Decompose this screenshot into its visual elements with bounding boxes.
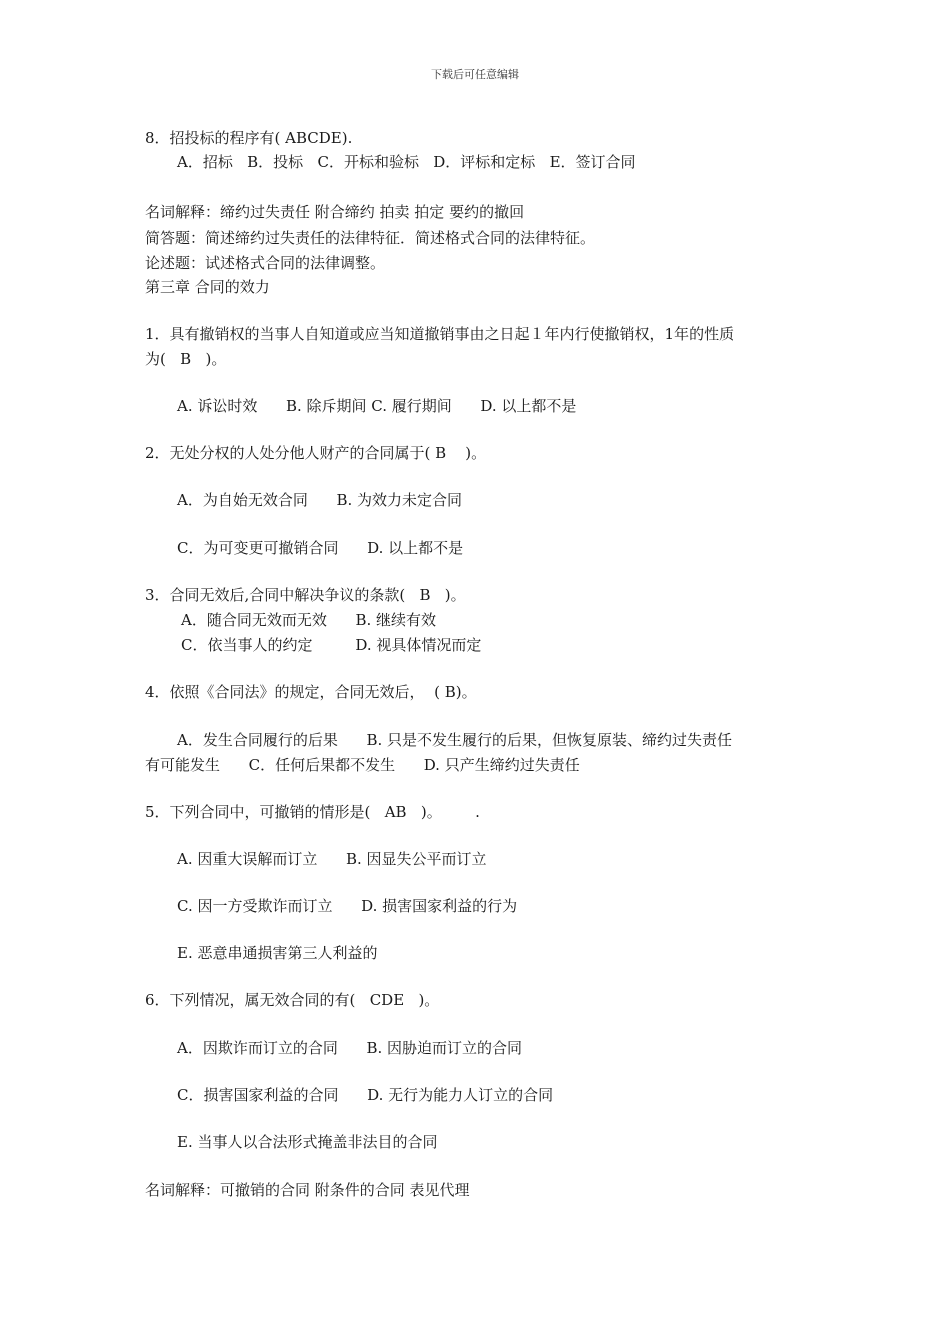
text-line: E. 当事人以合法形式掩盖非法目的合同 (177, 1133, 438, 1151)
page-header: 下载后可任意编辑 (431, 68, 519, 81)
text-line: E. 恶意串通损害第三人利益的 (177, 944, 378, 962)
text-line: A．为自始无效合同 B. 为效力未定合同 (177, 491, 463, 509)
text-line: C．依当事人的约定 D. 视具体情况而定 (181, 636, 482, 654)
text-line: A. 诉讼时效 B. 除斥期间 C. 履行期间 D. 以上都不是 (177, 397, 577, 415)
text-line: 6．下列情况，属无效合同的有( CDE )。 (145, 991, 440, 1009)
text-line: A．随合同无效而无效 B. 继续有效 (181, 611, 437, 629)
text-line: 8．招投标的程序有( ABCDE). (145, 129, 353, 147)
text-line: 名词解释：可撤销的合同 附条件的合同 表见代理 (145, 1181, 470, 1199)
text-line: 为( B )。 (145, 350, 227, 368)
text-line: 4．依照《合同法》的规定，合同无效后， ( B)。 (145, 683, 477, 701)
text-line: 第三章 合同的效力 (145, 278, 270, 296)
text-line: 5．下列合同中，可撤销的情形是( AB )。 . (145, 803, 480, 821)
text-line: 3．合同无效后,合同中解决争议的条款( B )。 (145, 586, 466, 604)
text-line: 名词解释：缔约过失责任 附合缔约 拍卖 拍定 要约的撤回 (145, 203, 525, 221)
text-line: 论述题：试述格式合同的法律调整。 (145, 254, 386, 272)
text-line: 有可能发生 C．任何后果都不发生 D. 只产生缔约过失责任 (145, 756, 580, 774)
text-line: 1．具有撤销权的当事人自知道或应当知道撤销事由之日起１年内行使撤销权，1年的性质 (145, 325, 735, 343)
text-line: A. 因重大误解而订立 B. 因显失公平而订立 (177, 850, 487, 868)
text-line: A．发生合同履行的后果 B. 只是不发生履行的后果，但恢复原装、缔约过失责任 (177, 731, 733, 749)
text-line: A．招标 B．投标 C．开标和验标 D．评标和定标 E．签订合同 (177, 153, 636, 171)
text-line: C．为可变更可撤销合同 D. 以上都不是 (177, 539, 464, 557)
text-line: 简答题：简述缔约过失责任的法律特征．简述格式合同的法律特征。 (145, 229, 596, 247)
text-line: C．损害国家利益的合同 D. 无行为能力人订立的合同 (177, 1086, 554, 1104)
text-line: 2．无处分权的人处分他人财产的合同属于( B )。 (145, 444, 487, 462)
text-line: C. 因一方受欺诈而订立 D. 损害国家利益的行为 (177, 897, 518, 915)
text-line: A．因欺诈而订立的合同 B. 因胁迫而订立的合同 (177, 1039, 523, 1057)
